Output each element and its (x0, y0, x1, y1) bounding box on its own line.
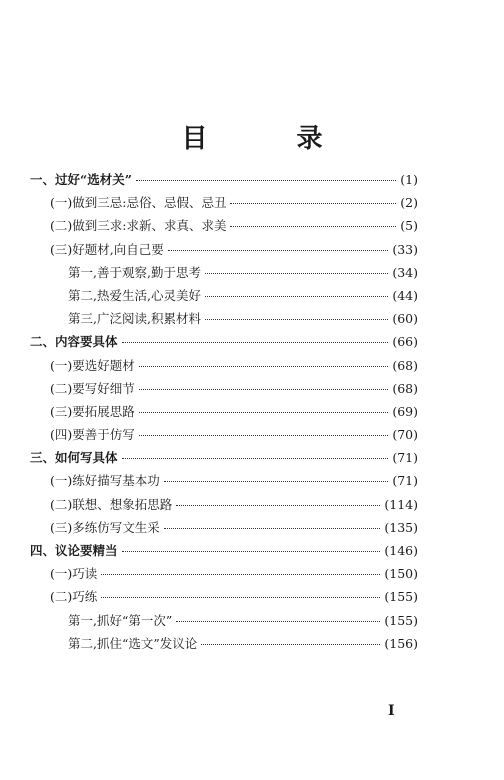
toc-leader-dots (101, 597, 380, 598)
toc-entry-title: (二)联想、想象拓思路 (50, 496, 173, 512)
toc-entry (30, 587, 418, 610)
toc-leader-dots (201, 644, 380, 645)
toc-entry-title: 第三,广泛阅读,积累材料 (68, 311, 201, 327)
toc-entry-title: 第一,善于观察,勤于思考 (68, 264, 201, 280)
toc-entry-page: (155) (384, 589, 418, 605)
toc-entry-page: (146) (384, 543, 418, 558)
toc-entry-page: (114) (384, 496, 418, 512)
toc-entry (30, 611, 418, 634)
toc-leader-dots (164, 528, 381, 529)
toc-leader-dots (122, 342, 389, 343)
toc-entry-page: (70) (392, 427, 418, 443)
toc-entry-title: (一)做到三忌:忌俗、忌假、忌丑 (50, 195, 227, 211)
toc-leader-dots (139, 412, 389, 413)
toc-entry-title: 第二,抓住“选文”发议论 (68, 635, 198, 651)
toc-entry-page: (34) (392, 264, 418, 280)
toc-entry-page: (155) (384, 612, 418, 628)
toc-entry-page: (66) (392, 334, 418, 350)
toc-leader-dots (230, 203, 396, 204)
toc-entry-title: 第二,热爱生活,心灵美好 (68, 287, 201, 303)
toc-entry (30, 193, 418, 216)
toc-entry-title: (二)巧练 (50, 589, 98, 605)
toc-entry-page: (44) (392, 287, 418, 303)
toc-leader-dots (176, 621, 380, 622)
page-number: I (388, 703, 395, 719)
toc-entry (30, 471, 418, 494)
toc-entry (30, 425, 418, 448)
toc-entry (30, 240, 418, 263)
toc-entry-title: 三、如何写具体 (30, 450, 118, 466)
toc-entry (30, 495, 418, 518)
toc-leader-dots (139, 435, 389, 436)
toc-entry (30, 286, 418, 309)
table-of-contents (30, 170, 418, 657)
toc-entry (30, 379, 418, 402)
toc-entry (30, 541, 418, 564)
toc-entry-title: 一、过好“选材关” (30, 172, 132, 187)
toc-entry-page: (5) (400, 218, 418, 234)
toc-entry-title: 第一,抓好“第一次” (68, 612, 173, 628)
toc-leader-dots (122, 458, 389, 459)
toc-entry-page: (150) (384, 566, 418, 582)
toc-leader-dots (139, 389, 389, 390)
toc-entry-page: (60) (392, 311, 418, 327)
toc-leader-dots (101, 574, 380, 575)
toc-entry-title: (一)要选好题材 (50, 357, 135, 373)
toc-entry-title: (四)要善于仿写 (50, 427, 135, 443)
toc-entry-page: (135) (384, 519, 418, 535)
toc-entry-title: (二)做到三求:求新、求真、求美 (50, 218, 227, 234)
toc-entry-page: (1) (400, 172, 418, 187)
toc-leader-dots (205, 319, 388, 320)
toc-entry-title: 二、内容要具体 (30, 334, 118, 350)
toc-leader-dots (164, 481, 389, 482)
toc-entry-title: (二)要写好细节 (50, 380, 135, 396)
toc-leader-dots (176, 505, 380, 506)
toc-leader-dots (205, 296, 388, 297)
toc-entry (30, 356, 418, 379)
toc-entry (30, 634, 418, 657)
toc-entry-page: (69) (392, 403, 418, 419)
toc-entry-title: (三)要拓展思路 (50, 403, 135, 419)
toc-leader-dots (168, 250, 389, 251)
toc-leader-dots (139, 366, 389, 367)
toc-entry (30, 564, 418, 587)
toc-entry-title: (三)好题材,向自己要 (50, 241, 164, 257)
toc-entry (30, 170, 418, 193)
toc-entry-page: (71) (392, 473, 418, 489)
toc-entry-page: (68) (392, 380, 418, 396)
toc-entry-title: (一)练好描写基本功 (50, 473, 160, 489)
toc-entry-page: (33) (392, 241, 418, 257)
toc-entry-page: (71) (392, 450, 418, 466)
toc-entry (30, 332, 418, 355)
toc-leader-dots (136, 180, 396, 181)
toc-entry (30, 402, 418, 425)
toc-entry (30, 448, 418, 471)
toc-entry (30, 309, 418, 332)
toc-entry-page: (2) (400, 195, 418, 211)
toc-entry-page: (156) (384, 635, 418, 651)
toc-leader-dots (205, 273, 388, 274)
toc-entry-title: (一)巧读 (50, 566, 98, 582)
toc-leader-dots (230, 226, 396, 227)
toc-entry-page: (68) (392, 357, 418, 373)
page-title: 目 录 (181, 124, 363, 154)
toc-entry-title: (三)多练仿写文生采 (50, 519, 160, 535)
toc-entry (30, 216, 418, 239)
toc-entry (30, 518, 418, 541)
toc-entry (30, 263, 418, 286)
toc-leader-dots (122, 551, 381, 552)
toc-entry-title: 四、议论要精当 (30, 543, 118, 558)
